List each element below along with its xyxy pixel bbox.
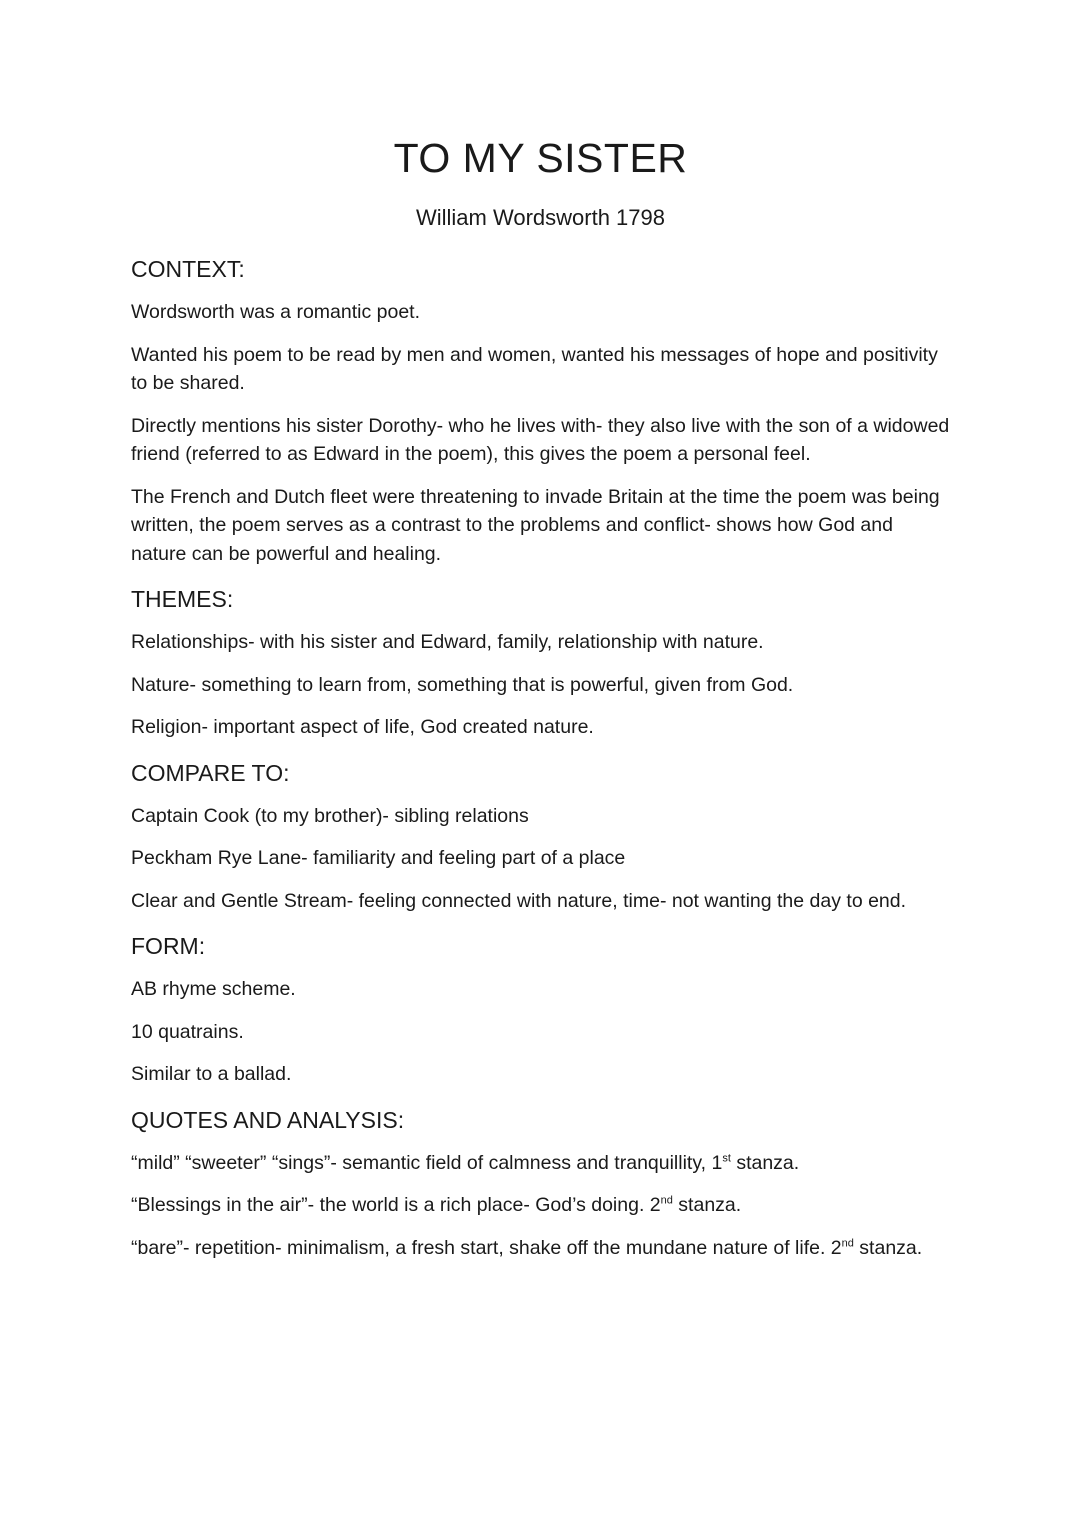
context-paragraph: Directly mentions his sister Dorothy- who he lives with- they also live with the son of a widowed friend (referred to as Edward in the poem), this gives the poem a personal feel. [131, 414, 950, 465]
context-heading: CONTEXT: [131, 256, 245, 282]
form-paragraph: Similar to a ballad. [131, 1063, 292, 1085]
compare-paragraph: Captain Cook (to my brother)- sibling relations [131, 804, 529, 827]
quote-item [131, 1191, 950, 1220]
ordinal-suffix: nd [841, 1237, 854, 1249]
quote-tail: stanza. [730, 1151, 800, 1174]
compare-paragraph: Peckham Rye Lane- familiarity and feeling part of a place [131, 847, 626, 869]
quote-text: “Blessings in the air”- the world is a rich place- God’s doing. 2 [131, 1194, 661, 1216]
themes-paragraph: Religion- important aspect of life, God created nature. [131, 716, 594, 738]
compare-paragraph: Clear and Gentle Stream- feeling connected with nature, time- not wanting the day to end. [131, 889, 907, 912]
context-paragraph: Wanted his poem to be read by men and women, wanted his messages of hope and positivity to be shared. [131, 343, 938, 394]
context-paragraph: Wordsworth was a romantic poet. [131, 301, 421, 323]
document-title: TO MY SISTER [393, 135, 688, 181]
form-heading: FORM: [131, 933, 206, 959]
form-paragraph: 10 quatrains. [131, 1020, 244, 1043]
form-paragraph: AB rhyme scheme. [131, 978, 296, 1000]
compare-heading: COMPARE TO: [131, 759, 290, 786]
quote-text: “mild” “sweeter” “sings”- semantic field of calmness and tranquillity, 1 [131, 1151, 723, 1174]
quote-text: “bare”- repetition- minimalism, a fresh start, shake off the mundane nature of life. 2 [131, 1236, 842, 1259]
ordinal-suffix: st [722, 1152, 731, 1164]
themes-paragraph: Nature- something to learn from, something that is powerful, given from God. [131, 673, 794, 696]
quote-item [131, 1149, 950, 1178]
themes-paragraph: Relationships- with his sister and Edward, family, relationship with nature. [131, 631, 764, 653]
context-paragraph: The French and Dutch fleet were threatening to invade Britain at the time the poem was being written, the poem serves as a contrast to the problems and conflict- shows how God and nature can be powerful and healing. [131, 485, 940, 565]
quote-tail: stanza. [853, 1236, 923, 1259]
document-subtitle: William Wordsworth 1798 [415, 205, 665, 230]
quotes-heading: QUOTES AND ANALYSIS: [131, 1106, 405, 1133]
quote-item [131, 1234, 950, 1263]
quote-tail: stanza. [672, 1194, 742, 1216]
ordinal-suffix: nd [660, 1194, 673, 1207]
themes-heading: THEMES: [131, 586, 234, 612]
